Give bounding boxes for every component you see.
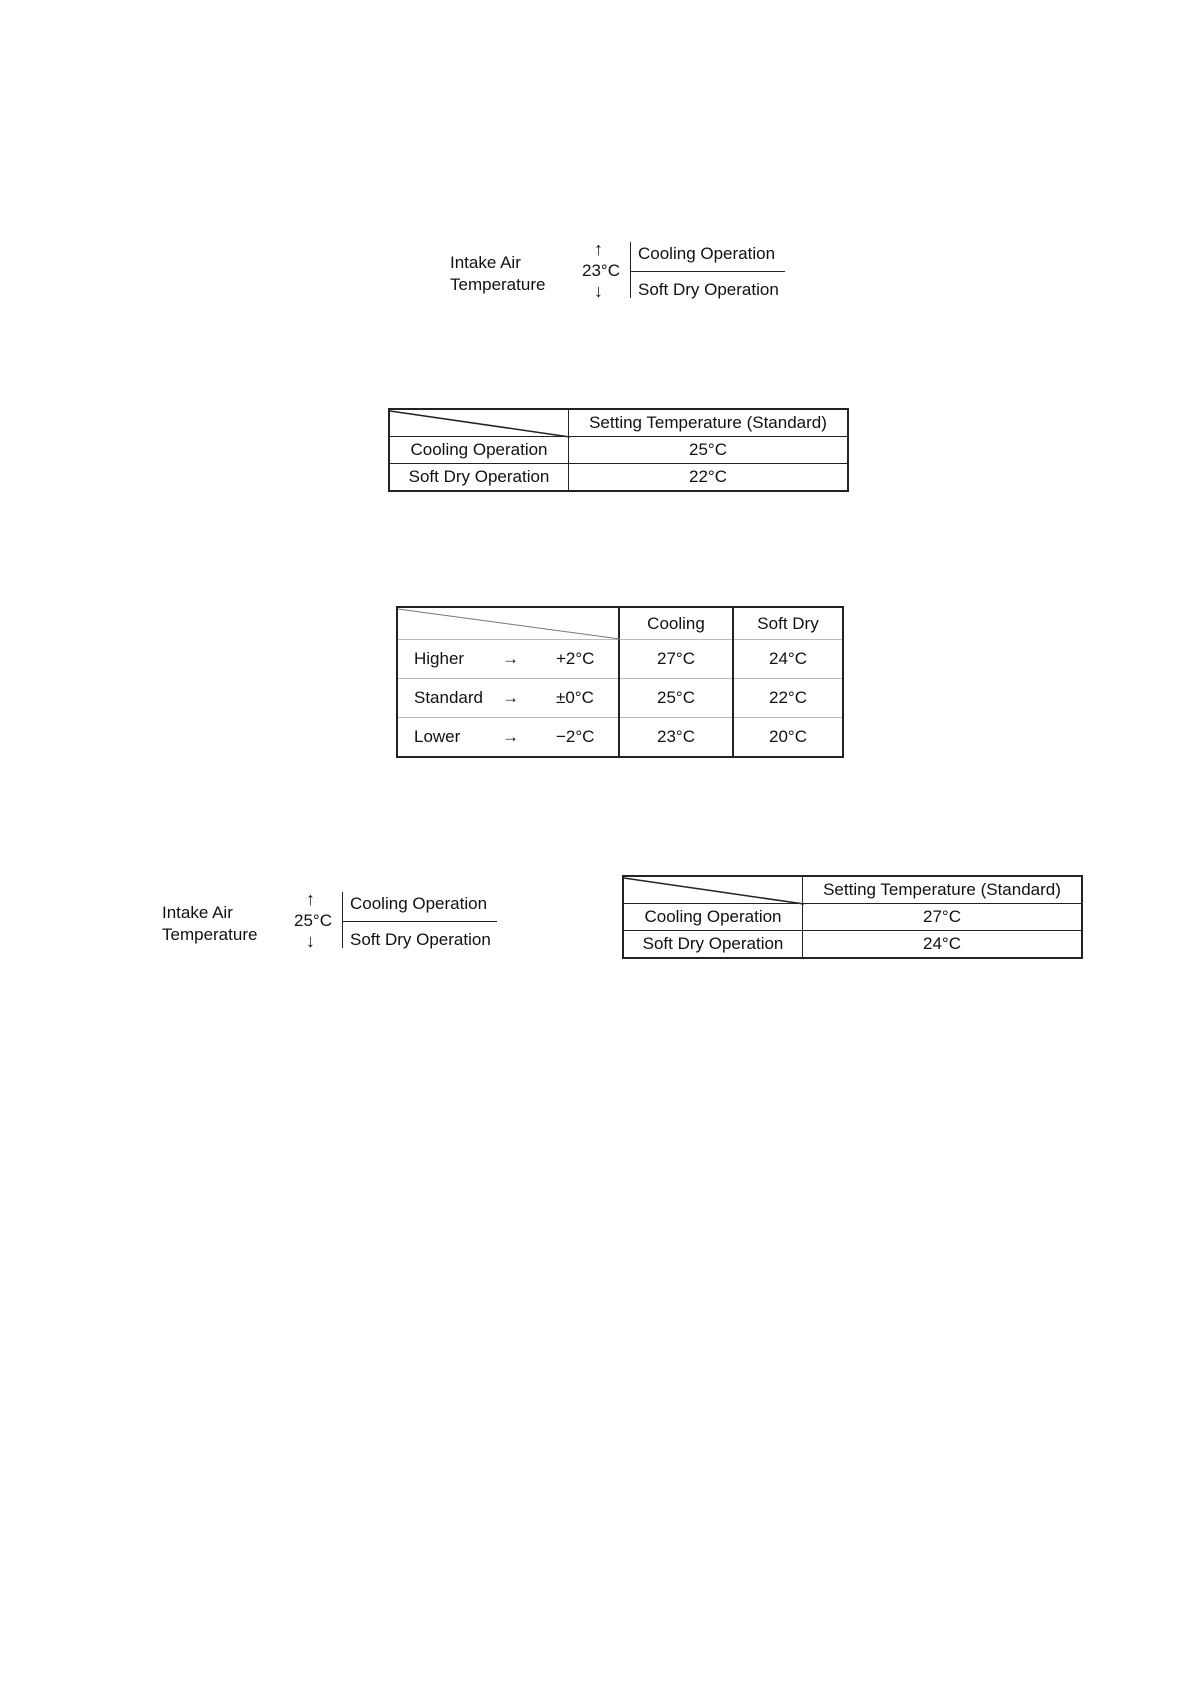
setting-temperature-table-1	[388, 408, 849, 492]
intake-label-line1: Intake Air	[162, 903, 233, 922]
setting-temperature-header: Setting Temperature (Standard)	[569, 409, 849, 437]
setting-temperature-header: Setting Temperature (Standard)	[803, 876, 1083, 904]
row-offset: +2°C	[556, 649, 595, 668]
lower-operation: Soft Dry Operation	[638, 280, 779, 299]
intake-diagram-2	[162, 886, 502, 952]
table-row	[397, 679, 843, 718]
threshold-temperature: 25°C	[294, 911, 332, 930]
column-header-soft-dry: Soft Dry	[733, 607, 843, 640]
row-label	[397, 640, 619, 679]
table-row	[397, 718, 843, 758]
arrow-down-icon: ↓	[306, 931, 315, 951]
cooling-value: 23°C	[619, 718, 733, 758]
arrow-up-icon: ↑	[594, 239, 603, 259]
divider-vertical	[342, 892, 343, 948]
intake-label-line2: Temperature	[450, 275, 546, 294]
row-label-soft-dry: Soft Dry Operation	[623, 931, 803, 959]
intake-diagram-1	[450, 236, 790, 302]
threshold-temperature: 23°C	[582, 261, 620, 280]
row-value-soft-dry: 22°C	[569, 464, 849, 492]
cooling-value: 27°C	[619, 640, 733, 679]
intake-label-line1: Intake Air	[450, 253, 521, 272]
row-value-cooling: 27°C	[803, 904, 1083, 931]
arrow-right-icon: →	[502, 727, 519, 746]
divider-horizontal	[342, 921, 497, 922]
row-value-cooling: 25°C	[569, 437, 849, 464]
diagonal-header-cell	[397, 607, 619, 640]
row-label	[397, 679, 619, 718]
row-name: Higher	[414, 649, 465, 668]
arrow-right-icon: →	[502, 688, 519, 707]
adjustment-table	[396, 606, 844, 758]
divider-horizontal	[630, 271, 785, 272]
soft-dry-value: 24°C	[733, 640, 843, 679]
upper-operation: Cooling Operation	[350, 894, 488, 913]
divider-vertical	[630, 242, 631, 298]
setting-temperature-table-2	[622, 875, 1083, 959]
intake-label-line2: Temperature	[162, 925, 258, 944]
row-label-cooling: Cooling Operation	[623, 904, 803, 931]
row-label	[397, 718, 619, 758]
row-label-cooling: Cooling Operation	[389, 437, 569, 464]
soft-dry-value: 22°C	[733, 679, 843, 718]
arrow-down-icon: ↓	[594, 281, 603, 301]
diagonal-header-cell	[623, 876, 803, 904]
upper-operation: Cooling Operation	[638, 244, 776, 263]
arrow-up-icon: ↑	[306, 889, 315, 909]
row-name: Lower	[414, 727, 461, 746]
cooling-value: 25°C	[619, 679, 733, 718]
row-offset: −2°C	[556, 727, 595, 746]
arrow-right-icon: →	[502, 649, 519, 668]
row-name: Standard	[414, 688, 483, 707]
soft-dry-value: 20°C	[733, 718, 843, 758]
row-offset: ±0°C	[556, 688, 594, 707]
lower-operation: Soft Dry Operation	[350, 930, 491, 949]
row-value-soft-dry: 24°C	[803, 931, 1083, 959]
table-row	[397, 640, 843, 679]
column-header-cooling: Cooling	[619, 607, 733, 640]
diagonal-header-cell	[389, 409, 569, 437]
row-label-soft-dry: Soft Dry Operation	[389, 464, 569, 492]
